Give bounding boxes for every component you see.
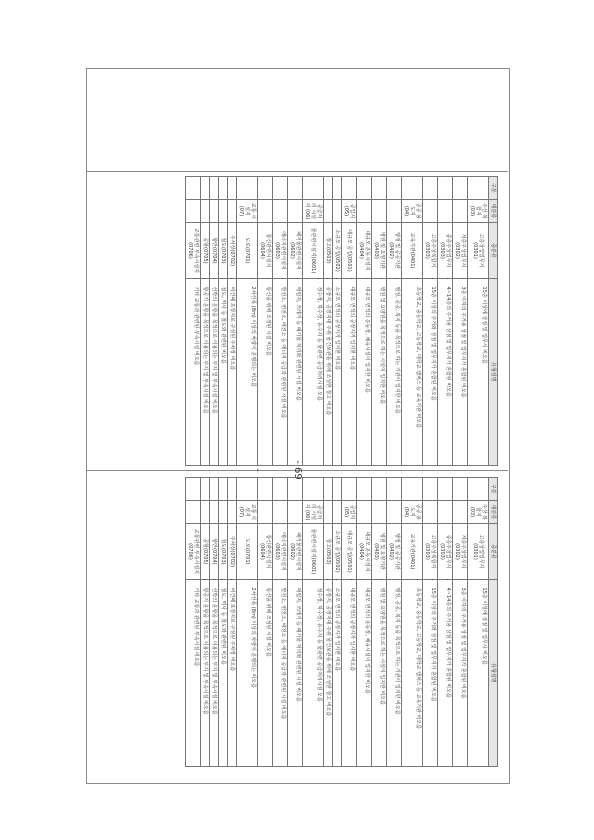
row-gubun	[273, 177, 288, 200]
table-row	[228, 177, 237, 466]
row-major-category	[387, 199, 402, 223]
description-item: • 4~14층의 주거용 상점 및 업무지가 혼합된 비오름	[445, 588, 451, 764]
row-mid-category: 대규모 공업(0501)	[342, 223, 357, 278]
row-description	[357, 278, 372, 465]
row-major-category: 공급처리 시설지 (06)	[303, 199, 324, 223]
table-row	[342, 177, 357, 466]
row-description	[438, 278, 453, 465]
classification-table-lower	[185, 477, 498, 767]
description-item: • 항공기 운항을 목적으로 이용되는 부지 및 부속시설 비오름	[202, 588, 208, 764]
table-row	[333, 478, 342, 767]
row-gubun	[402, 177, 423, 200]
row-mid-category: 에너지관련시설지 (0603)	[273, 223, 288, 278]
row-mid-category: 저층주상업무지(0302)	[453, 223, 468, 278]
row-gubun	[210, 177, 219, 200]
row-major-category	[273, 199, 288, 223]
row-mid-category: 물관련시설지(0601)	[303, 524, 324, 579]
table-row	[438, 177, 453, 466]
row-mid-category: 고층상업업무지(0301)	[468, 223, 489, 278]
row-mid-category: 고층주상복합지(0303)	[423, 524, 438, 579]
row-description	[372, 579, 387, 766]
description-item: • 15층 이상의 주거와 상점 및 업무지가 혼합된 비오름	[430, 588, 436, 764]
row-description	[201, 278, 210, 465]
row-description	[357, 579, 372, 766]
row-mid-category: 항만(0704)	[210, 524, 219, 579]
table-row	[372, 478, 387, 767]
row-mid-category: 통신관련시설지(0604)	[258, 223, 273, 278]
row-description	[423, 278, 438, 465]
row-description	[387, 579, 402, 766]
row-gubun	[387, 478, 402, 501]
row-mid-category: 통신관련시설지(0604)	[258, 524, 273, 579]
row-major-category	[357, 500, 372, 524]
header-mid: 중분류	[489, 524, 498, 579]
row-mid-category: 항만(0704)	[210, 223, 219, 278]
row-major-category: 공공 용도지 (04)	[402, 199, 423, 223]
table-row	[258, 177, 273, 466]
description-item: • 정수장, 하수장, 유수지 등 물관련 공급처리시설 오름	[316, 588, 322, 764]
row-gubun	[324, 177, 333, 200]
row-major-category	[453, 500, 468, 524]
row-gubun	[438, 177, 453, 200]
table-row	[372, 177, 387, 466]
row-major-category	[387, 500, 402, 524]
row-major-category	[324, 500, 333, 524]
table-row	[186, 478, 201, 767]
row-major-category	[423, 500, 438, 524]
row-mid-category: 창고(0503)	[324, 524, 333, 579]
table-row	[357, 478, 372, 767]
row-description	[468, 278, 489, 465]
description-item: • 비건폐 포장지로 구성된 주차장 비오름	[229, 287, 235, 463]
table-row	[438, 478, 453, 767]
description-item: • 매립지, 쓰레기 등 폐기물 처리와 관련된 시설 비오름	[295, 588, 301, 764]
table-upper-rotated	[98, 176, 498, 466]
row-description	[186, 579, 201, 766]
row-major-category	[288, 500, 303, 524]
row-major-category	[228, 199, 237, 223]
description-item: • 2차선폭 (8m) 이상의 차량이 운행되는 비오름	[250, 588, 256, 764]
row-gubun	[468, 177, 489, 200]
row-major-category: 공공 용도지 (04)	[402, 500, 423, 524]
row-major-category	[258, 199, 273, 223]
row-description	[333, 579, 342, 766]
description-item: • 기타 교통과 관련된 부속시설 비오름	[193, 588, 199, 764]
description-item: • 철도, 역사 등 철도와 관련된 비오름	[220, 588, 226, 764]
row-description	[342, 579, 357, 766]
row-gubun	[324, 478, 333, 501]
table-row	[402, 478, 423, 767]
table-row	[273, 177, 288, 466]
row-mid-category: 대규모 운동시설지 (0404)	[357, 223, 372, 278]
row-mid-category: 고층상업업무지(0301)	[468, 524, 489, 579]
description-item: • 2차선폭 (8m) 이상의 차량이 운행되는 비오름	[250, 287, 256, 463]
table-row	[387, 177, 402, 466]
description-item: • 병원 및 요양원을 목적으로 하는 시설이 입지한 비오름	[379, 588, 385, 764]
row-major-category	[201, 500, 210, 524]
table-row	[228, 478, 237, 767]
classification-table-upper	[185, 176, 498, 466]
header-mid: 중분류	[489, 223, 498, 278]
description-item: • 공장지, 공장지대 주위 물건보관을 위해 조성한 창고 비오름	[325, 588, 331, 764]
row-major-category: 교통 시설지 (07)	[237, 500, 258, 524]
row-gubun	[372, 177, 387, 200]
table-row	[423, 478, 438, 767]
description-item: • 선박의 운항을 목적으로 이용되는 부지 및 부속시설 비오름	[211, 287, 217, 463]
description-item: • 15층 이상에 상점 및 업무시 비오름	[481, 588, 487, 764]
row-major-category	[438, 199, 453, 223]
row-mid-category: 공항(0705)	[201, 223, 210, 278]
row-description	[303, 278, 324, 465]
row-gubun	[288, 177, 303, 200]
row-mid-category: 물관련시설지(0601)	[303, 223, 324, 278]
description-item: • 매립지, 쓰레기 등 폐기물 처리와 관련된 시설 비오름	[295, 287, 301, 463]
table-body-upper	[186, 177, 489, 466]
description-item: • 15층 이상의 주거와 상점 및 업무지가 혼합된 비오름	[430, 287, 436, 463]
description-item: • 3층 이하의 주거용 상점 및 업무지가 혼합된 비오름	[460, 287, 466, 463]
description-item: • 철도, 역사 등 철도와 관련된 비오름	[220, 287, 226, 463]
description-item: • 초등학교, 중등학교, 고등학교, 대학교 캠퍼스 등 교육기관 비오름	[415, 588, 421, 764]
row-description	[402, 579, 423, 766]
row-gubun	[258, 177, 273, 200]
row-gubun	[228, 478, 237, 501]
row-mid-category: 행정 및 공공기관 (0402)	[387, 524, 402, 579]
table-row	[324, 177, 333, 466]
row-gubun	[219, 177, 228, 200]
row-major-category: 주상 복합지 (03)	[468, 500, 489, 524]
row-description	[273, 579, 288, 766]
row-description	[324, 579, 333, 766]
description-item: • 항공기 운항을 목적으로 이용되는 부지 및 부속시설 비오름	[202, 287, 208, 463]
table-row	[387, 478, 402, 767]
description-item: • 대규모 면적의 운동장, 체육시설이 입지한 비오름	[364, 287, 370, 463]
row-major-category	[258, 500, 273, 524]
table-row	[423, 177, 438, 466]
row-major-category: 공업지 (05)	[342, 500, 357, 524]
row-major-category: 교통 시설지 (07)	[237, 199, 258, 223]
row-gubun	[303, 177, 324, 200]
row-mid-category: 교통관련 부속시설지 (0706)	[186, 223, 201, 278]
row-major-category	[372, 500, 387, 524]
row-mid-category: 대규모 운동시설지 (0404)	[357, 524, 372, 579]
description-item: • 공장지, 공장지대 주위 물건보관을 위해 조성한 창고 비오름	[325, 287, 331, 463]
page-number: - 69 -	[252, 460, 303, 480]
row-major-category: 공급처리 시설지 (06)	[303, 500, 324, 524]
header-gubun: 구분	[489, 177, 498, 200]
table-lower-rotated	[98, 477, 498, 767]
table-row	[453, 478, 468, 767]
row-mid-category: 공항(0705)	[201, 524, 210, 579]
row-gubun	[219, 478, 228, 501]
row-description	[468, 579, 489, 766]
row-major-category	[219, 500, 228, 524]
row-mid-category: 교육기관(0401)	[402, 223, 423, 278]
row-description	[237, 579, 258, 766]
row-mid-category: 중층주상업무지(0303)	[438, 223, 453, 278]
row-gubun	[342, 177, 357, 200]
row-description	[453, 278, 468, 465]
table-row	[237, 478, 258, 767]
table-row	[186, 177, 201, 466]
row-description	[324, 278, 333, 465]
table-row	[303, 478, 324, 767]
table-row	[258, 478, 273, 767]
row-gubun	[333, 478, 342, 501]
row-gubun	[357, 177, 372, 200]
description-item: • 기타 교통과 관련된 부속시설 비오름	[193, 287, 199, 463]
description-item: • 병원 및 요양원을 목적으로 하는 시설이 입지한 비오름	[379, 287, 385, 463]
row-major-category: 주상 복합지 (03)	[468, 199, 489, 223]
row-description	[201, 579, 210, 766]
row-mid-category: 행정 및 공공기관 (0402)	[387, 223, 402, 278]
row-description	[342, 278, 357, 465]
row-description	[423, 579, 438, 766]
row-major-category	[333, 199, 342, 223]
row-gubun	[228, 177, 237, 200]
description-item: • 발전소, 변전소, 배전소 등 에너지 공급과 관련된 시설 비오름	[280, 588, 286, 764]
row-major-category	[219, 199, 228, 223]
table-row	[210, 478, 219, 767]
table-body-lower	[186, 478, 489, 767]
row-gubun	[237, 177, 258, 200]
row-major-category	[201, 199, 210, 223]
table-row	[324, 478, 333, 767]
row-gubun	[402, 478, 423, 501]
table-row	[237, 177, 258, 466]
row-major-category	[186, 199, 201, 223]
row-major-category	[333, 500, 342, 524]
table-row	[201, 478, 210, 767]
row-major-category: 공업지 (05)	[342, 199, 357, 223]
row-gubun	[303, 478, 324, 501]
row-major-category	[210, 500, 219, 524]
table-row	[219, 478, 228, 767]
row-gubun	[186, 478, 201, 501]
description-item: • 정수장, 하수장, 유수지 등 물관련 공급처리시설 오름	[316, 287, 322, 463]
row-mid-category: 철도(0703)	[219, 223, 228, 278]
table-row	[357, 177, 372, 466]
row-mid-category: 교통관련 부속시설지 (0706)	[186, 524, 201, 579]
row-description	[273, 278, 288, 465]
row-gubun	[423, 177, 438, 200]
row-mid-category: 주차장(0702)	[228, 223, 237, 278]
row-description	[258, 278, 273, 465]
row-major-category	[438, 500, 453, 524]
row-major-category	[372, 199, 387, 223]
row-major-category	[210, 199, 219, 223]
row-gubun	[201, 177, 210, 200]
description-item: • 대규모 면적의 공장지가 입지한 비오름	[349, 588, 355, 764]
description-item: • 행정, 공공, 복지 등을 목적으로 하는 기관이 입지한 비오름	[394, 588, 400, 764]
table-row	[453, 177, 468, 466]
description-item: • 대규모 면적의 공장지가 입지한 비오름	[349, 287, 355, 463]
row-description	[210, 278, 219, 465]
description-item: • 15층 이상에 상점 및 업무시 비오름	[481, 287, 487, 463]
table-row	[342, 478, 357, 767]
table-row	[210, 177, 219, 466]
header-gubun: 구분	[489, 478, 498, 501]
header-major: 대분류	[489, 199, 498, 223]
row-description	[219, 278, 228, 465]
row-mid-category: 고층주상복합지(0303)	[423, 223, 438, 278]
row-description	[303, 579, 324, 766]
table-row	[333, 177, 342, 466]
row-description	[258, 579, 273, 766]
row-gubun	[453, 478, 468, 501]
row-description	[402, 278, 423, 465]
description-item: • 발전소, 변전소, 배전소 등 에너지 공급과 관련된 시설 비오름	[280, 287, 286, 463]
table-row	[402, 177, 423, 466]
top-blank-strip	[86, 68, 508, 172]
row-description	[438, 579, 453, 766]
row-description	[453, 579, 468, 766]
row-mid-category: 병원 및 요양기관 (0403)	[372, 223, 387, 278]
row-gubun	[423, 478, 438, 501]
row-mid-category: 교육기관(0401)	[402, 524, 423, 579]
row-mid-category: 주차장(0702)	[228, 524, 237, 579]
row-mid-category: 에너지관련시설지 (0603)	[273, 524, 288, 579]
row-gubun	[342, 478, 357, 501]
row-gubun	[210, 478, 219, 501]
row-major-category	[186, 500, 201, 524]
row-description	[288, 278, 303, 465]
row-gubun	[258, 478, 273, 501]
header-desc: 유형설명	[489, 579, 498, 766]
table-row	[273, 478, 288, 767]
row-description	[219, 579, 228, 766]
table-row	[201, 177, 210, 466]
row-major-category	[228, 500, 237, 524]
row-mid-category: 폐기물관련시설지 (0602)	[288, 524, 303, 579]
row-mid-category: 병원 및 요양기관 (0403)	[372, 524, 387, 579]
row-description	[210, 579, 219, 766]
row-mid-category: 철도(0703)	[219, 524, 228, 579]
row-mid-category: 폐기물관련시설지 (0602)	[288, 223, 303, 278]
table-row	[288, 177, 303, 466]
description-item: • 대규모 면적의 운동장, 체육시설이 입지한 비오름	[364, 588, 370, 764]
row-description	[372, 278, 387, 465]
description-item: • 선박의 운항을 목적으로 이용되는 부지 및 부속시설 비오름	[211, 588, 217, 764]
row-gubun	[372, 478, 387, 501]
table-row	[219, 177, 228, 466]
row-description	[237, 278, 258, 465]
description-item: • 3층 이하의 주거용 상점 및 업무지가 혼합된 비오름	[460, 588, 466, 764]
table-row	[288, 478, 303, 767]
description-item: • 통신을 위해 조성된 시설 비오름	[265, 588, 271, 764]
row-gubun	[273, 478, 288, 501]
row-gubun	[438, 478, 453, 501]
row-gubun	[237, 478, 258, 501]
row-mid-category: 도로(0701)	[237, 524, 258, 579]
table-row	[303, 177, 324, 466]
table-row	[468, 177, 489, 466]
description-item: • 4~14층의 주거용 상점 및 업무지가 혼합된 비오름	[445, 287, 451, 463]
row-major-category	[288, 199, 303, 223]
row-mid-category: 소규모 공업(0502)	[333, 524, 342, 579]
row-description	[333, 278, 342, 465]
row-major-category	[423, 199, 438, 223]
row-mid-category: 창고(0503)	[324, 223, 333, 278]
row-gubun	[468, 478, 489, 501]
description-item: • 통신을 위해 조성된 시설 비오름	[265, 287, 271, 463]
row-description	[186, 278, 201, 465]
description-item: • 비건폐 포장지로 구성된 주차장 비오름	[229, 588, 235, 764]
row-gubun	[453, 177, 468, 200]
table-row	[468, 478, 489, 767]
row-mid-category: 도로(0701)	[237, 223, 258, 278]
row-major-category	[453, 199, 468, 223]
row-major-category	[273, 500, 288, 524]
description-item: • 소규모 면적의 공장지가 입지한 비오름	[334, 287, 340, 463]
row-mid-category: 대규모 공업(0501)	[342, 524, 357, 579]
description-item: • 초등학교, 중등학교, 고등학교, 대학교 캠퍼스 등 교육기관 비오름	[415, 287, 421, 463]
row-gubun	[186, 177, 201, 200]
row-description	[288, 579, 303, 766]
row-gubun	[288, 478, 303, 501]
row-description	[228, 579, 237, 766]
row-gubun	[333, 177, 342, 200]
row-gubun	[357, 478, 372, 501]
header-desc: 유형설명	[489, 278, 498, 465]
header-major: 대분류	[489, 500, 498, 524]
row-mid-category: 중층주상업무지(0303)	[438, 524, 453, 579]
row-mid-category: 저층주상업무지(0302)	[453, 524, 468, 579]
row-major-category	[324, 199, 333, 223]
row-gubun	[387, 177, 402, 200]
row-gubun	[201, 478, 210, 501]
row-major-category	[357, 199, 372, 223]
row-description	[387, 278, 402, 465]
description-item: • 행정, 공공, 복지 등을 목적으로 하는 기관이 입지한 비오름	[394, 287, 400, 463]
description-item: • 소규모 면적의 공장지가 입지한 비오름	[334, 588, 340, 764]
row-description	[228, 278, 237, 465]
row-mid-category: 소규모 공업(0502)	[333, 223, 342, 278]
